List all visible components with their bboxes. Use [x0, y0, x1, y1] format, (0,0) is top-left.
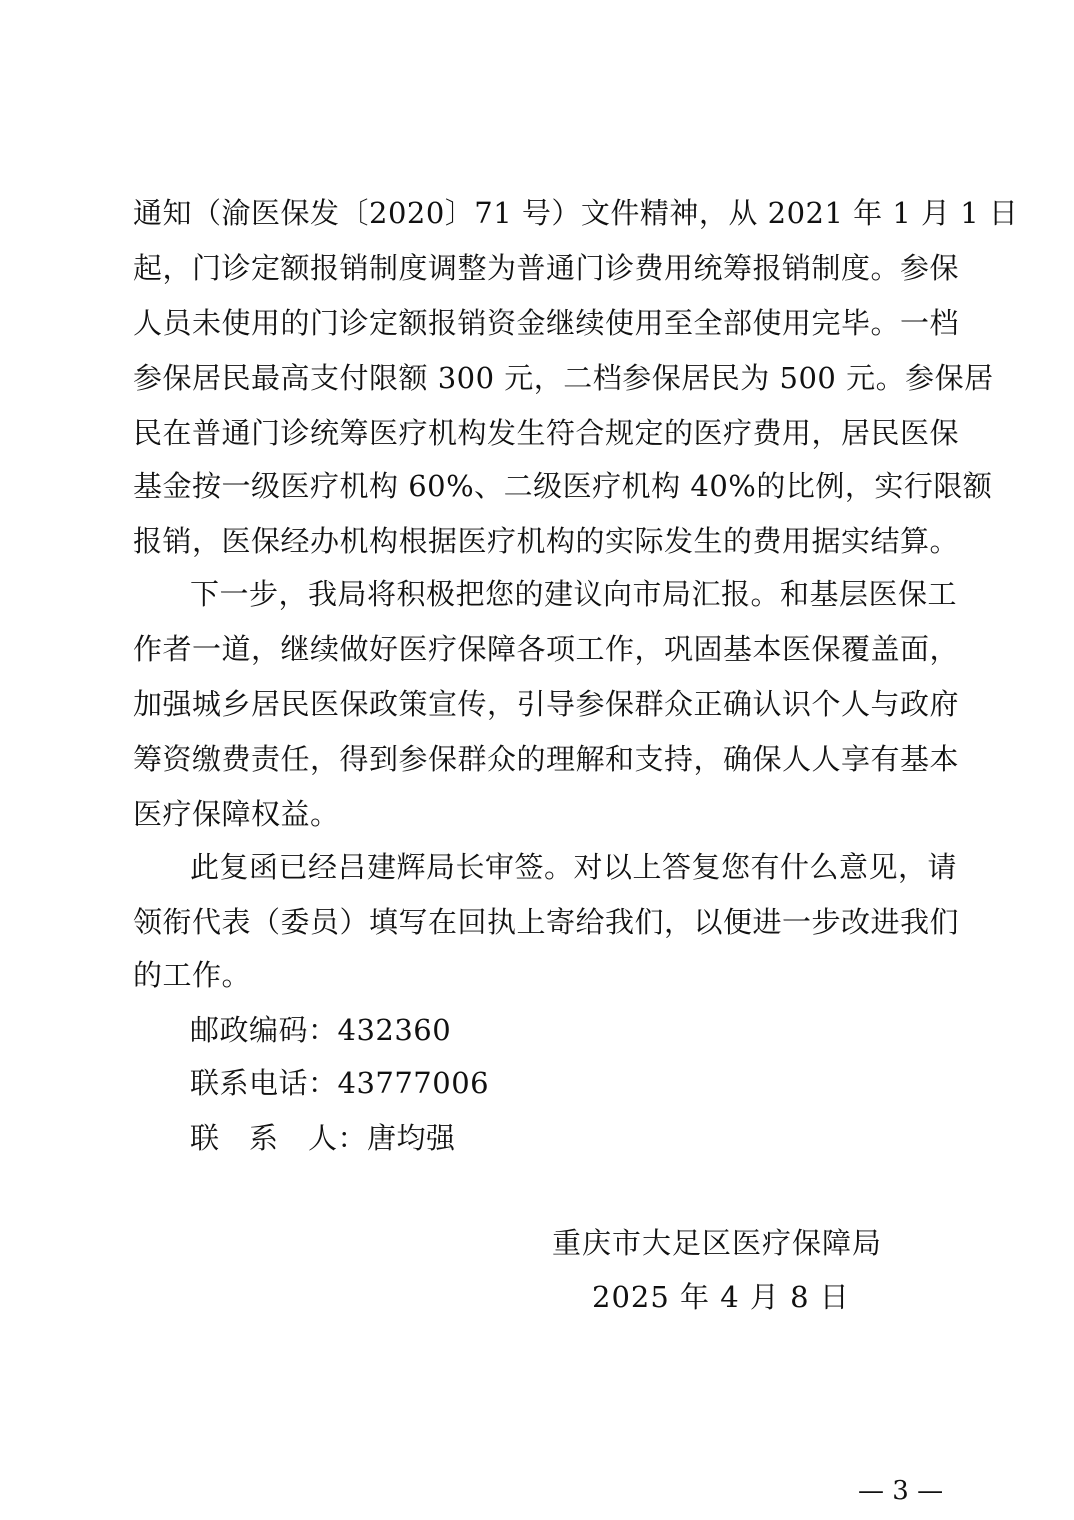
page-number: — 3 — — [858, 1476, 944, 1506]
paragraph-3-line-3: 的工作。 — [133, 958, 252, 992]
paragraph-1-line-7: 报销，医保经办机构根据医疗机构的实际发生的费用据实结算。 — [133, 524, 960, 558]
issue-date: 2025 年 4 月 8 日 — [592, 1280, 850, 1314]
paragraph-2-line-1: 下一步，我局将积极把您的建议向市局汇报。和基层医保工 — [190, 577, 958, 611]
paragraph-2-line-5: 医疗保障权益。 — [133, 797, 340, 831]
paragraph-1-line-4: 参保居民最高支付限额 300 元，二档参保居民为 500 元。参保居 — [133, 361, 994, 395]
paragraph-1-line-1: 通知（渝医保发〔2020〕71 号）文件精神，从 2021 年 1 月 1 日 — [133, 196, 1019, 230]
paragraph-3-line-2: 领衔代表（委员）填写在回执上寄给我们，以便进一步改进我们 — [133, 905, 960, 939]
paragraph-1-line-3: 人员未使用的门诊定额报销资金继续使用至全部使用完毕。一档 — [133, 306, 960, 340]
paragraph-2-line-4: 筹资缴费责任，得到参保群众的理解和支持，确保人人享有基本 — [133, 742, 960, 776]
contact-person: 联 系 人：唐均强 — [190, 1121, 456, 1155]
postal-code: 邮政编码：432360 — [190, 1013, 452, 1047]
paragraph-1-line-5: 民在普通门诊统筹医疗机构发生符合规定的医疗费用，居民医保 — [133, 416, 960, 450]
paragraph-3-line-1: 此复函已经吕建辉局长审签。对以上答复您有什么意见，请 — [190, 850, 958, 884]
paragraph-1-line-6: 基金按一级医疗机构 60%、二级医疗机构 40%的比例，实行限额 — [133, 469, 993, 503]
paragraph-1-line-2: 起，门诊定额报销制度调整为普通门诊费用统筹报销制度。参保 — [133, 251, 960, 285]
contact-phone: 联系电话：43777006 — [190, 1066, 490, 1100]
paragraph-2-line-2: 作者一道，继续做好医疗保障各项工作，巩固基本医保覆盖面， — [133, 632, 960, 666]
paragraph-2-line-3: 加强城乡居民医保政策宣传，引导参保群众正确认识个人与政府 — [133, 687, 960, 721]
issuing-organization: 重庆市大足区医疗保障局 — [552, 1226, 883, 1260]
